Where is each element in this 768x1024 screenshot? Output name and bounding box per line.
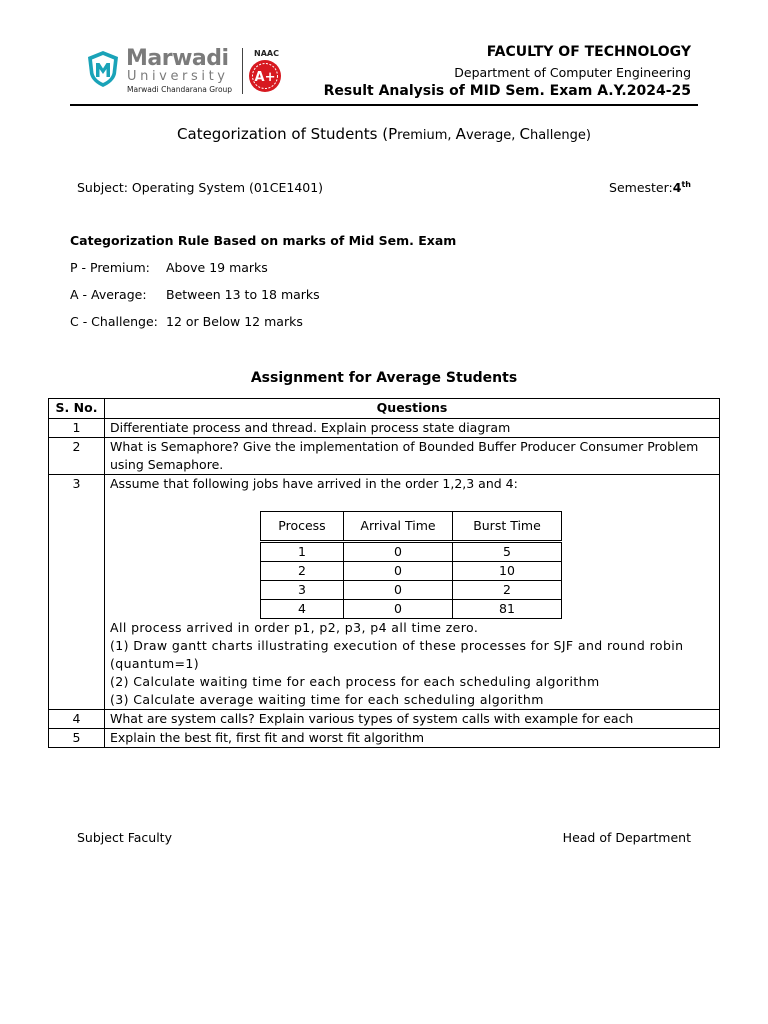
- assignment-title: Assignment for Average Students: [250, 370, 518, 386]
- brand-subtitle: University: [127, 69, 229, 84]
- jobs-row: [261, 581, 562, 600]
- result-title: Result Analysis of MID Sem. Exam A.Y.2024-25: [323, 83, 691, 99]
- jobs-cell: 0: [344, 562, 453, 581]
- semester-label: Semester:: [609, 180, 673, 196]
- table-row: [49, 475, 720, 710]
- brand-group: Marwadi Chandarana Group: [127, 85, 233, 94]
- table-row: [49, 729, 720, 748]
- table-row: [49, 438, 720, 475]
- jobs-col-process: Process: [261, 512, 344, 542]
- challenge-rest: hallenge): [529, 128, 591, 143]
- rule-key-premium: P - Premium:: [70, 260, 150, 275]
- row-question: Differentiate process and thread. Explain process state diagram: [105, 419, 720, 438]
- jobs-header-row: [261, 512, 562, 542]
- jobs-cell: 2: [453, 581, 562, 600]
- premium-initial: P: [388, 125, 398, 143]
- jobs-cell: 0: [344, 600, 453, 619]
- subject-faculty-signature: Subject Faculty: [77, 830, 172, 845]
- jobs-cell: 0: [344, 581, 453, 600]
- categorization-title-main: Categorization of Students: [177, 125, 383, 143]
- categorization-title: [0, 125, 768, 143]
- jobs-table: [260, 511, 562, 619]
- rule-key-challenge: C - Challenge:: [70, 314, 158, 329]
- jobs-row: [261, 562, 562, 581]
- jobs-cell: 0: [344, 542, 453, 562]
- semester-value: 4: [672, 180, 682, 196]
- row-sno: 3: [49, 475, 105, 710]
- question-3-intro: Assume that following jobs have arrived in the order 1,2,3 and 4:: [110, 476, 518, 491]
- row-sno: 1: [49, 419, 105, 438]
- question-3-line: (3) Calculate average waiting time for each scheduling algorithm: [110, 692, 544, 707]
- col-sno-header: S. No.: [49, 399, 105, 419]
- jobs-cell: 1: [261, 542, 344, 562]
- faculty-title: FACULTY OF TECHNOLOGY: [486, 44, 691, 60]
- rule-title: Categorization Rule Based on marks of Mid Sem. Exam: [70, 233, 457, 248]
- question-3-line: (1) Draw gantt charts illustrating execution of these processes for SJF and round robin (quantum=1): [110, 638, 684, 671]
- logo-divider: [242, 48, 243, 94]
- naac-grade: A+: [254, 70, 276, 85]
- rule-value-challenge: 12 or Below 12 marks: [166, 314, 303, 329]
- jobs-cell: 81: [453, 600, 562, 619]
- naac-badge: [248, 58, 282, 94]
- row-question-3: [105, 475, 720, 710]
- row-question: What is Semaphore? Give the implementation of Bounded Buffer Producer Consumer Problem using Semaphore.: [105, 438, 720, 475]
- row-sno: 2: [49, 438, 105, 475]
- table-row: [49, 419, 720, 438]
- subject-label: Subject: Operating System (01CE1401): [77, 180, 324, 195]
- average-rest: verage,: [465, 128, 520, 143]
- col-questions-header: Questions: [105, 399, 720, 419]
- jobs-row: [261, 600, 562, 619]
- jobs-col-arrival: Arrival Time: [344, 512, 453, 542]
- naac-label: NAAC: [254, 49, 279, 58]
- table-header-row: [49, 399, 720, 419]
- row-question: Explain the best fit, first fit and worst fit algorithm: [105, 729, 720, 748]
- paren-open: (: [382, 125, 389, 143]
- brand-name: Marwadi: [126, 46, 229, 71]
- rule-value-premium: Above 19 marks: [166, 260, 268, 275]
- table-row: [49, 710, 720, 729]
- jobs-row: [261, 542, 562, 562]
- row-sno: 5: [49, 729, 105, 748]
- semester-suffix: th: [681, 180, 691, 189]
- rule-value-average: Between 13 to 18 marks: [166, 287, 320, 302]
- department-name: Department of Computer Engineering: [454, 65, 691, 80]
- semester: [609, 180, 691, 195]
- naac-seal-icon: [248, 58, 282, 94]
- rule-key-average: A - Average:: [70, 287, 147, 302]
- average-initial: A: [455, 125, 466, 143]
- row-sno: 4: [49, 710, 105, 729]
- hod-signature: Head of Department: [562, 830, 691, 845]
- jobs-cell: 2: [261, 562, 344, 581]
- row-question: What are system calls? Explain various types of system calls with example for each: [105, 710, 720, 729]
- jobs-cell: 5: [453, 542, 562, 562]
- jobs-cell: 10: [453, 562, 562, 581]
- jobs-cell: 4: [261, 600, 344, 619]
- question-3-line: (2) Calculate waiting time for each process for each scheduling algorithm: [110, 674, 600, 689]
- jobs-cell: 3: [261, 581, 344, 600]
- jobs-col-burst: Burst Time: [453, 512, 562, 542]
- university-shield-icon: [86, 50, 120, 88]
- questions-table: [48, 398, 720, 748]
- premium-rest: remium,: [397, 128, 456, 143]
- header-rule: [70, 104, 698, 106]
- challenge-initial: C: [519, 125, 530, 143]
- question-3-line: All process arrived in order p1, p2, p3, p4 all time zero.: [110, 620, 479, 635]
